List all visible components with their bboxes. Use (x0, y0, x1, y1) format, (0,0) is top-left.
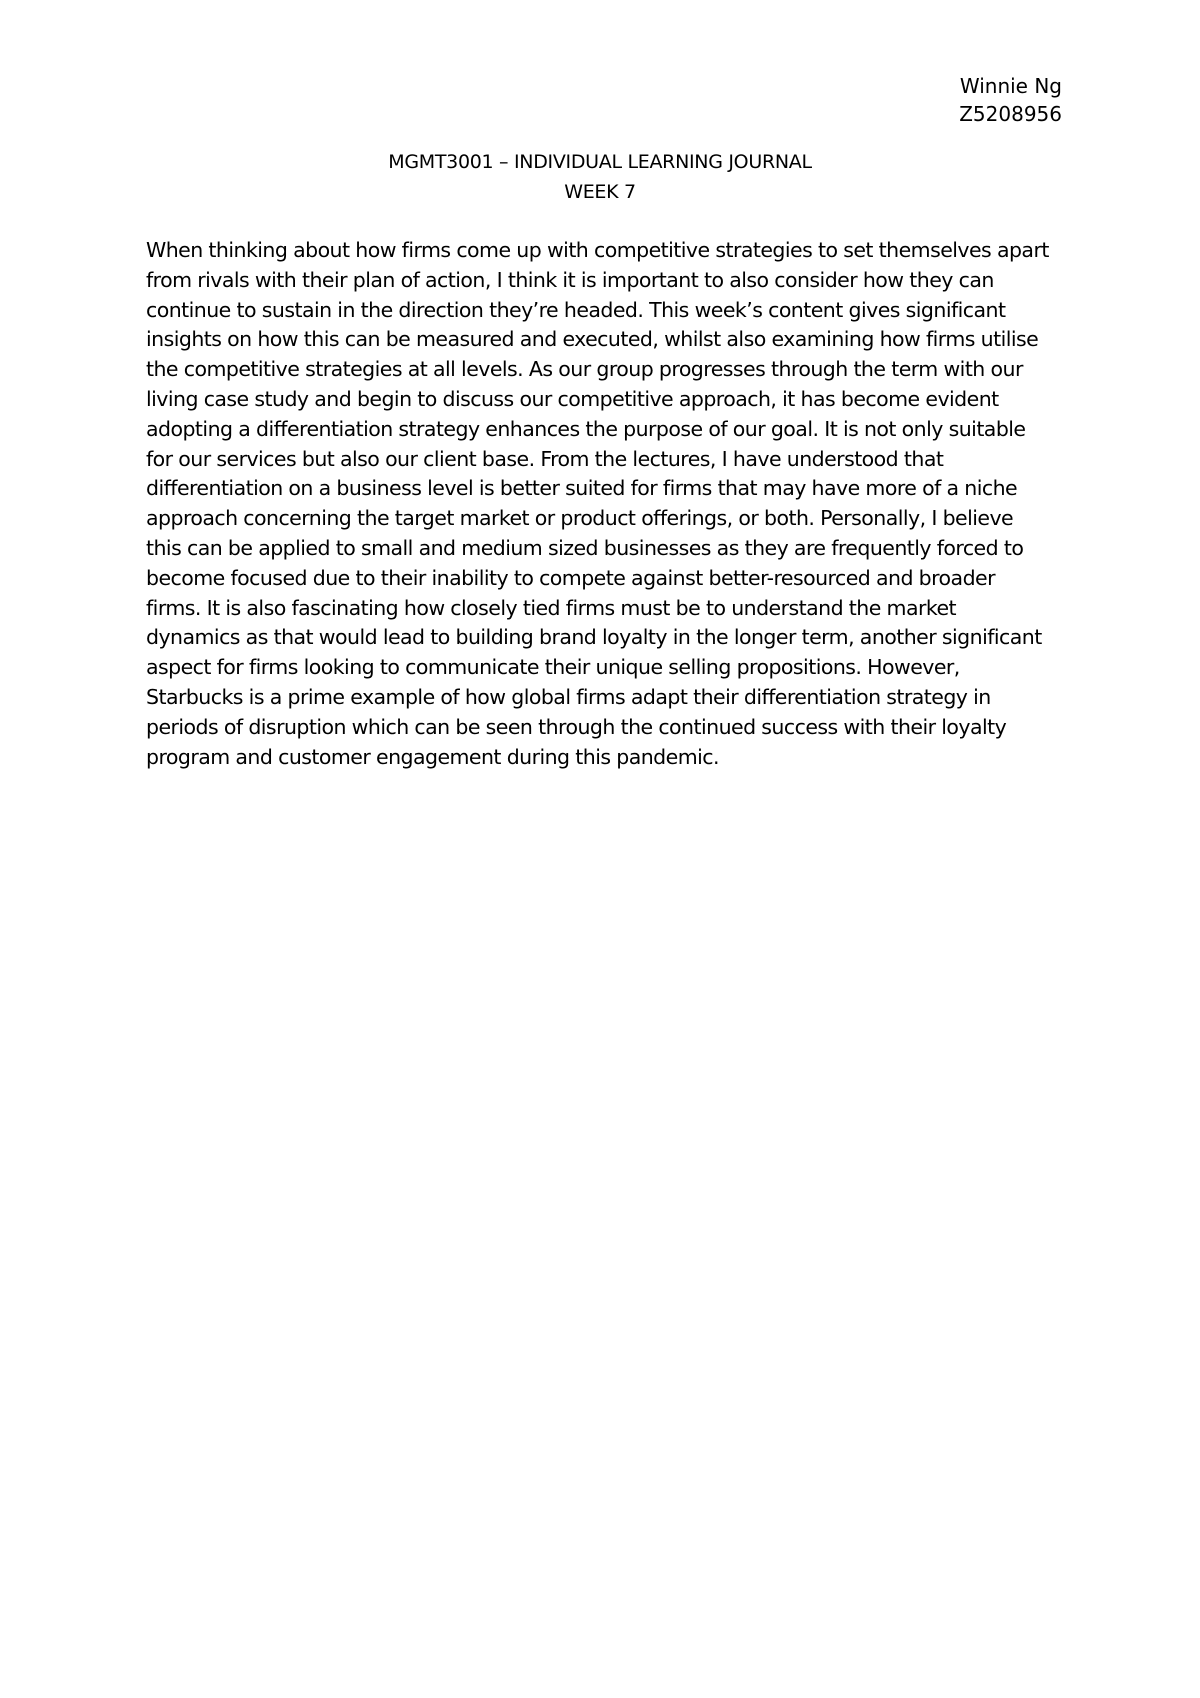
document-title (0, 147, 1200, 207)
student-id: Z5208956 (959, 102, 1062, 126)
paragraph-line: become focused due to their inability to compete against better-resourced and broader (146, 565, 995, 590)
paragraph-line: the competitive strategies at all levels. As our group progresses through the term with our (146, 357, 1023, 382)
week-label: WEEK 7 (564, 181, 636, 203)
paragraph-line: insights on how this can be measured and executed, whilst also examining how firms utilise (146, 327, 1039, 352)
paragraph-line: When thinking about how firms come up with competitive strategies to set themselves apart (146, 238, 1049, 262)
author-block (959, 72, 1062, 128)
author-name: Winnie Ng (959, 74, 1062, 98)
paragraph-line: continue to sustain in the direction they’re headed. This week’s content gives significant (146, 297, 1006, 322)
paragraph-line: adopting a differentiation strategy enhances the purpose of our goal. It is not only suitable (146, 416, 1026, 441)
paragraph-line: firms. It is also fascinating how closely tied firms must be to understand the market (146, 595, 957, 620)
paragraph-line: living case study and begin to discuss our competitive approach, it has become evident (146, 386, 999, 411)
course-title: MGMT3001 – INDIVIDUAL LEARNING JOURNAL (388, 151, 812, 173)
paragraph-line: periods of disruption which can be seen through the continued success with their loyalty (146, 714, 1007, 739)
paragraph-line: aspect for firms looking to communicate their unique selling propositions. However, (146, 655, 960, 680)
paragraph-line: differentiation on a business level is better suited for firms that may have more of a niche (146, 476, 1018, 501)
paragraph-line: approach concerning the target market or product offerings, or both. Personally, I believe (146, 506, 1014, 531)
paragraph-line: this can be applied to small and medium sized businesses as they are frequently forced to (146, 535, 1024, 560)
paragraph-line: program and customer engagement during this pandemic. (146, 744, 719, 769)
paragraph-line: for our services but also our client base. From the lectures, I have understood that (146, 446, 944, 471)
paragraph-line: dynamics as that would lead to building brand loyalty in the longer term, another significant (146, 625, 1042, 650)
paragraph-line: from rivals with their plan of action, I think it is important to also consider how they can (146, 267, 994, 292)
paragraph-line: Starbucks is a prime example of how global firms adapt their differentiation strategy in (146, 684, 991, 709)
journal-paragraph (146, 236, 1076, 772)
